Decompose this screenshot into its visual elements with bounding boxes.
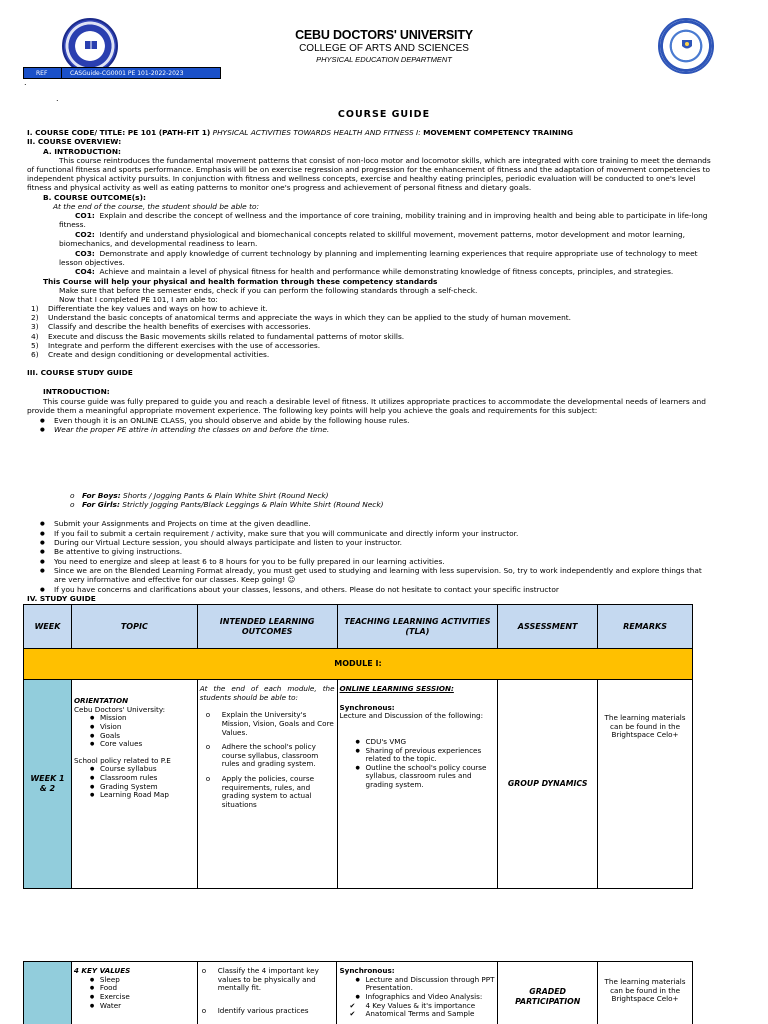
- module-title: MODULE I:: [24, 649, 693, 680]
- study-guide-heading: III. COURSE STUDY GUIDE: [27, 368, 133, 377]
- co1-line: [75, 212, 768, 221]
- tla-sync-label: Synchronous:: [339, 702, 395, 712]
- tla-list: [339, 976, 495, 1002]
- co1-label: CO1:: [75, 211, 95, 220]
- tla-checklist: [343, 1002, 495, 1019]
- check-item: ✔ Anatomical Terms and Sample: [343, 1010, 495, 1019]
- university-name: CEBU DOCTORS' UNIVERSITY: [295, 28, 473, 42]
- list-item: ● Sleep: [74, 976, 195, 985]
- bullet-text: Be attentive to giving instructions.: [54, 547, 183, 556]
- list-item: ● Grading System: [74, 783, 195, 792]
- tla-list: [340, 738, 496, 790]
- list-item: ● Sharing of previous experiences related to the topic.: [340, 747, 496, 764]
- item-number: 5): [31, 341, 39, 350]
- remarks-cell: The learning materials can be found in the Brightspace Celo+: [598, 680, 693, 889]
- co4-text: Achieve and maintain a level of physical fitness for health and performance while demonstrating knowledge of fitness concepts, principles, and strategies.: [99, 267, 674, 276]
- reference-bar: [23, 67, 221, 79]
- co1-cont: fitness.: [59, 220, 86, 229]
- co1-text: Explain and describe the concept of wellness and the importance of core training, mobility training and in improving health and being able to participate in life-long: [99, 211, 708, 220]
- remarks-cell: The learning materials can be found in the Brightspace Celo+: [598, 962, 693, 1024]
- intro-text: independent physical activity pursuits. In conjunction with fitness and wellness concepts, exercise and healthy eating principles, periodic evaluation will be conducted to one's level: [27, 174, 696, 183]
- outcome-intro: At the end of the course, the student should be able to:: [53, 202, 259, 211]
- co4-label: CO4:: [75, 267, 95, 276]
- list-item: ● Goals: [74, 732, 195, 741]
- list-item: o Classify the 4 important key values to be physically and mentally fit.: [196, 967, 335, 993]
- item-number: 2): [31, 313, 39, 322]
- list-item: o Apply the policies, course requirements, rules, and grading system to actual situations: [200, 775, 335, 810]
- study-guide-table-heading: IV. STUDY GUIDE: [27, 594, 96, 603]
- intro-text: This course reintroduces the fundamental movement patterns that consist of non-loco motor and locomotor skills, which are integrated with core training to meet the demands: [59, 156, 711, 165]
- list-item: ● Mission: [74, 714, 195, 723]
- ref-code: CASGuide-CG0001 PE 101-2022-2023: [70, 70, 184, 77]
- girls-label: For Girls:: [82, 500, 120, 509]
- col-header: TOPIC: [71, 605, 197, 649]
- list-item: ● CDU's VMG: [340, 738, 496, 747]
- ref-label: REF: [24, 68, 62, 78]
- table-row: [24, 962, 693, 1024]
- college-name: COLLEGE OF ARTS AND SCIENCES: [299, 43, 469, 54]
- tla-cell: [337, 680, 498, 889]
- topic-list: [74, 714, 195, 749]
- list-item: ● Lecture and Discussion through PPT Presentation.: [339, 976, 495, 993]
- study-guide-table: [23, 604, 693, 889]
- col-header: REMARKS: [598, 605, 693, 649]
- intro-text: of functional fitness and sports performance. Emphasis will be on exercise regression and progression for the enhancement of fitness and the adaptation of movement competencies to: [27, 165, 710, 174]
- study-guide-table-continued: [23, 961, 693, 1024]
- introduction-heading: A. INTRODUCTION:: [43, 147, 121, 156]
- bullet-text: If you fail to submit a certain requirement / activity, make sure that you will communicate and directly inform your instructor.: [54, 529, 519, 538]
- item-number: 1): [31, 304, 39, 313]
- list-item: ● Core values: [74, 740, 195, 749]
- bullet-text: Even though it is an ONLINE CLASS, you should observe and abide by the following house rules.: [54, 416, 410, 425]
- tla-intro: Lecture and Discussion of the following:: [339, 711, 483, 721]
- bullet-text: During our Virtual Lecture session, you should always participate and listen to your instructor.: [54, 538, 402, 547]
- now-text: Now that I completed PE 101, I am able to:: [59, 295, 218, 304]
- item-text: Differentiate the key values and ways on how to achieve it.: [48, 304, 268, 313]
- tla-sync-label: Synchronous:: [339, 966, 395, 975]
- week-cell: WEEK 1 & 2: [24, 680, 72, 889]
- col-header: ASSESSMENT: [498, 605, 598, 649]
- module-row: [24, 649, 693, 680]
- item-number: 4): [31, 332, 39, 341]
- list-item: o Identify various practices: [196, 1007, 335, 1016]
- document-title: COURSE GUIDE: [337, 109, 431, 120]
- list-item: ● Outline the school's policy course syllabus, classroom rules and grading system.: [340, 764, 496, 790]
- bullet-cont: are very informative and effective for our classes. Keep going! ☺: [54, 575, 296, 584]
- ilo-cell: [197, 962, 337, 1024]
- stray-dot: .: [24, 78, 27, 87]
- check-text: Make sure that before the semester ends, check if you can perform the following standards through a self-check.: [59, 286, 478, 295]
- item-text: Classify and describe the health benefits of exercises with accessories.: [48, 322, 311, 331]
- overview-heading: II. COURSE OVERVIEW:: [27, 137, 122, 146]
- policy-title: School policy related to P.E: [73, 755, 171, 765]
- tla-title: ONLINE LEARNING SESSION:: [339, 684, 454, 693]
- intro-text: provide them a meaningful appropriate movement experience. The following key points will help you achieve the goals and requirements for this subject:: [27, 406, 598, 415]
- girls-text: Strictly Jogging Pants/Black Leggings & Plain White Shirt (Round Neck): [122, 500, 384, 509]
- week-cell: [24, 962, 72, 1024]
- bullet-text: You need to energize and sleep at least 6 to 8 hours for you to be fully prepared in our learning activities.: [54, 557, 445, 566]
- competency-heading: This Course will help your physical and health formation through these competency standards: [43, 277, 438, 286]
- item-text: Create and design conditioning or developmental activities.: [48, 350, 270, 359]
- topic-title: 4 KEY VALUES: [73, 966, 131, 975]
- assessment-cell: GRADED PARTICIPATION: [498, 962, 598, 1024]
- bullet-text: If you have concerns and clarifications about your classes, lessons, and others. Please do not hesitate to contact your specific instructor: [54, 585, 559, 594]
- bullet-text: Submit your Assignments and Projects on time at the given deadline.: [54, 519, 311, 528]
- list-item: ● Exercise: [74, 993, 195, 1002]
- list-item: ● Course syllabus: [74, 765, 195, 774]
- course-code-label: I. COURSE CODE/ TITLE: PE 101 (PATH-FIT 1): [27, 128, 211, 137]
- topic-cell: [71, 680, 197, 889]
- outcome-heading: B. COURSE OUTCOME(s):: [43, 193, 146, 202]
- ilo-intro: At the end of each module, the students should be able to:: [199, 684, 335, 702]
- list-item: [31, 322, 311, 332]
- list-item: ● Learning Road Map: [74, 791, 195, 800]
- list-item: o Explain the University's Mission, Vision, Goals and Core Values.: [200, 711, 335, 737]
- stray-dot: .: [56, 94, 59, 103]
- col-header: WEEK: [24, 605, 72, 649]
- item-number: 3): [31, 322, 39, 331]
- introduction-heading: INTRODUCTION:: [43, 387, 110, 396]
- course-title-bold: MOVEMENT COMPETENCY TRAINING: [423, 128, 574, 137]
- bullet-text: Wear the proper PE attire in attending the classes on and before the time.: [54, 425, 330, 434]
- co4-line: [75, 268, 768, 277]
- topic-cell: [71, 962, 197, 1024]
- course-code-line: [27, 129, 743, 138]
- list-item: o Adhere the school's policy course syllabus, classroom rules and grading system.: [200, 743, 335, 769]
- col-header: INTENDED LEARNING OUTCOMES: [197, 605, 337, 649]
- assessment-cell: GROUP DYNAMICS: [498, 680, 598, 889]
- department-name: PHYSICAL EDUCATION DEPARTMENT: [316, 55, 452, 64]
- item-text: Execute and discuss the Basic movements skills related to fundamental patterns of motor skills.: [48, 332, 405, 341]
- col-header: TEACHING LEARNING ACTIVITIES (TLA): [337, 605, 498, 649]
- list-item: [31, 350, 270, 360]
- table-header-row: [24, 605, 693, 649]
- item-text: Integrate and perform the different exercises with the use of accessories.: [48, 341, 321, 350]
- topic-list: [74, 976, 195, 1011]
- co3-line: [75, 250, 768, 259]
- co3-label: CO3:: [75, 249, 95, 258]
- list-item: ● Food: [74, 984, 195, 993]
- policy-list: [74, 765, 195, 800]
- co3-text: Demonstrate and apply knowledge of current technology by planning and implementing learning experiences that require appropriate use of technology to meet: [99, 249, 698, 258]
- check-item: ✔ 4 Key Values & it's importance: [343, 1002, 495, 1011]
- intro-text: fitness and physical activity as well as eating patterns to monitor one's progress and achievement of personal fitness and dietary goals.: [27, 183, 532, 192]
- topic-title: ORIENTATION: [73, 696, 129, 705]
- table-row: [24, 680, 693, 889]
- list-item: ● Classroom rules: [74, 774, 195, 783]
- ilo-cell: [197, 680, 337, 889]
- ilo-list: [200, 711, 335, 809]
- list-item: ● Vision: [74, 723, 195, 732]
- ilo-list: [196, 967, 335, 1016]
- tla-cell: [337, 962, 498, 1024]
- co3-cont: lesson objectives.: [59, 258, 125, 267]
- boys-text: Shorts / Jogging Pants & Plain White Shirt (Round Neck): [123, 491, 329, 500]
- boys-label: For Boys:: [82, 491, 121, 500]
- list-item: ● Infographics and Video Analysis:: [339, 993, 495, 1002]
- intro-text: This course guide was fully prepared to guide you and reach a desirable level of fitness. It utilizes appropriate practices to accommodate the developmental needs of learners and: [43, 397, 706, 406]
- item-number: 6): [31, 350, 39, 359]
- topic-subtitle: Cebu Doctors' University:: [73, 704, 165, 714]
- item-text: Understand the basic concepts of anatomical terms and appreciate the ways in which they can be applied to the study of human movement.: [48, 313, 571, 322]
- co2-text: Identify and understand physiological and biomechanical concepts related to skillful movement, movement patterns, motor development and motor learning,: [99, 230, 685, 239]
- co2-label: CO2:: [75, 230, 95, 239]
- co2-cont: biomechanics, and developmental readiness to learn.: [59, 239, 258, 248]
- list-item: ● Water: [74, 1002, 195, 1011]
- course-title-italic: PHYSICAL ACTIVITIES TOWARDS HEALTH AND FITNESS I:: [212, 128, 421, 137]
- bullet-text: Since we are on the Blended Learning Format already, you must get used to studying and learning with less supervision. So, try to work independently and explore things that: [54, 566, 702, 575]
